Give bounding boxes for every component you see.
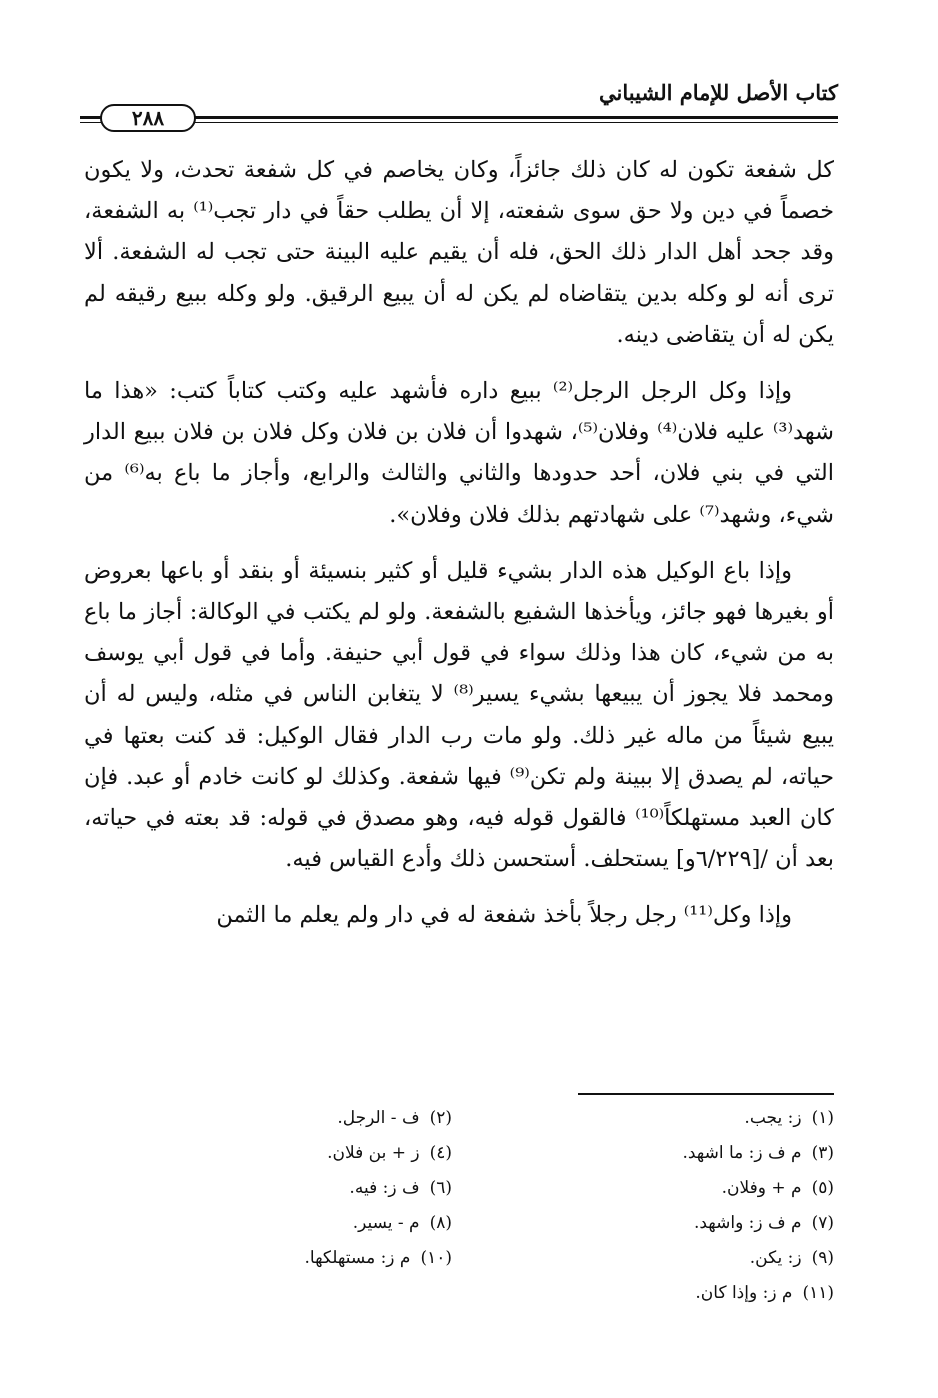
paragraph: وإذا وكل⁽¹¹⁾ رجل رجلاً بأخذ شفعة له في دار ولم يعلم ما الثمن: [216, 902, 792, 929]
footnote-text: ف - الرجل.: [337, 1108, 420, 1128]
main-text: [84, 150, 834, 952]
footnote-text: ز: يجب.: [744, 1108, 802, 1128]
footnote-number: (١١): [802, 1283, 834, 1303]
footnote-text: ف ز: فيه.: [349, 1178, 420, 1198]
footnote: [353, 1213, 452, 1233]
footnote: [744, 1108, 834, 1128]
footnote: [349, 1178, 452, 1198]
footnote-text: م ف ز: واشهد.: [693, 1213, 802, 1233]
footnote-number: (٤): [429, 1143, 452, 1163]
footnote: [695, 1283, 834, 1303]
footnote: [337, 1108, 452, 1128]
footnote-separator: [578, 1093, 834, 1095]
footnote-text: م - يسير.: [352, 1213, 420, 1233]
footnotes: [100, 1108, 834, 1338]
footnote-number: (٣): [811, 1143, 834, 1163]
footnote: [722, 1178, 834, 1198]
footnote-text: ز: يكن.: [749, 1248, 802, 1268]
paragraph: كل شفعة تكون له كان ذلك جائزاً، وكان يخاصم في كل شفعة تحدث، ولا يكون خصماً في دين ولا حق سوى شفعته، إلا أن يطلب حقاً في دار تجب⁽¹⁾ به الشفعة، وقد جحد أهل الدار ذلك الحق، فله أن يقيم عليه البينة حتى تجب له الشفعة. ألا ترى أنه لو وكله بدين يتقاضاه لم يكن له أن يبيع الرقيق. ولو وكله ببيع رقيقه لم يكن له أن يتقاضى دينه.: [84, 157, 834, 348]
footnote-number: (١): [811, 1108, 834, 1128]
footnote: [750, 1248, 834, 1268]
footnote-number: (٥): [811, 1178, 834, 1198]
paragraph: وإذا باع الوكيل هذه الدار بشيء قليل أو كثير بنسيئة أو بنقد أو باعها بعروض أو بغيرها فهو جائز، ويأخذها الشفيع بالشفعة. ولو لم يكتب في الوكالة: أجاز ما باع به من شيء، كان هذا وذلك سواء في قول أبي حنيفة. وأما في قول أبي يوسف ومحمد فلا يجوز أن يبيعها بشيء يسير⁽⁸⁾ لا يتغابن الناس في مثله، وليس له أن يبيع شيئاً من ماله غير ذلك. ولو مات رب الدار فقال الوكيل: قد كنت بعتها في حياته، لم يصدق إلا ببينة ولم تكن⁽⁹⁾ فيها شفعة. وكذلك لو كانت خادم أو عبد. فإن كان العبد مستهلكاً⁽¹⁰⁾ فالقول قوله فيه، وهو مصدق في قوله: قد بعته في حياته، بعد أن /[٦/٢٢٩و] يستحلف. أستحسن ذلك وأدع القياس فيه.: [84, 557, 834, 873]
footnote-number: (٢): [429, 1108, 452, 1128]
footnote-text: م ز: مستهلكها.: [304, 1248, 411, 1268]
footnote: [327, 1143, 452, 1163]
footnote-text: م ز: وإذا كان.: [695, 1283, 793, 1303]
book-title: كتاب الأصل للإمام الشيباني: [599, 80, 838, 105]
footnote-number: (١٠): [420, 1248, 452, 1268]
footnote: [305, 1248, 453, 1268]
footnote-number: (٩): [811, 1248, 834, 1268]
page-number: ٢٨٨: [100, 104, 196, 132]
footnote: [694, 1213, 834, 1233]
footnote: [682, 1143, 834, 1163]
footnote-text: ز + بن فلان.: [327, 1143, 420, 1163]
footnote-number: (٦): [429, 1178, 452, 1198]
footnote-number: (٨): [429, 1213, 452, 1233]
footnote-text: م ف ز: ما اشهد.: [682, 1143, 802, 1163]
page-header: [80, 72, 838, 132]
paragraph: وإذا وكل الرجل الرجل⁽²⁾ ببيع داره فأشهد عليه وكتب كتاباً كتب: «هذا ما شهد⁽³⁾ عليه فلان⁽⁴⁾ وفلان⁽⁵⁾، شهدوا أن فلان بن فلان وكل فلان بن فلان ببيع الدار التي في بني فلان، أحد حدودها والثاني والثالث والرابع، وأجاز ما باع به⁽⁶⁾ من شيء، وشهد⁽⁷⁾ على شهادتهم بذلك فلان وفلان».: [84, 378, 835, 528]
footnote-number: (٧): [811, 1213, 834, 1233]
footnote-text: م + وفلان.: [721, 1178, 802, 1198]
